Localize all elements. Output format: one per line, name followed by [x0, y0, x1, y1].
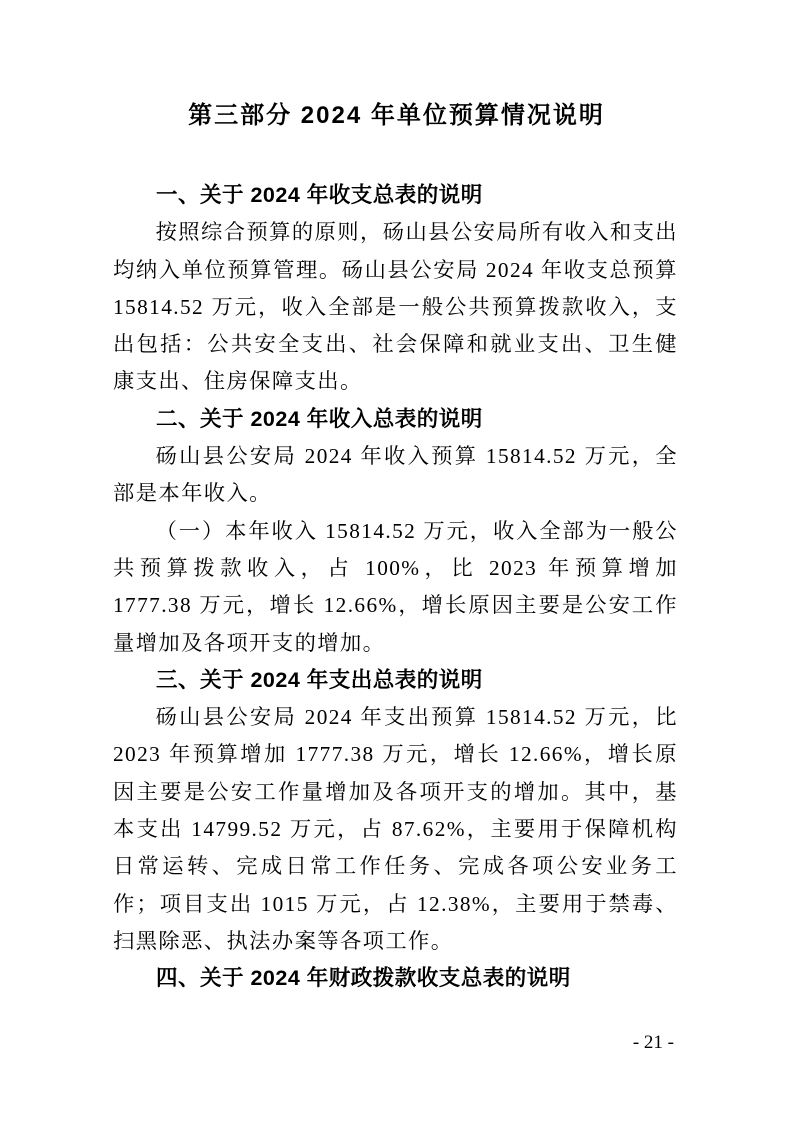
- paragraph: 砀山县公安局 2024 年收入预算 15814.52 万元，全部是本年收入。: [113, 444, 678, 506]
- document-body: [113, 177, 678, 998]
- section-heading-3: 三、关于 2024 年支出总表的说明: [156, 667, 483, 692]
- section-income-expenditure-summary: [113, 177, 678, 401]
- section-expenditure-summary: [113, 662, 678, 960]
- paragraph: 砀山县公安局 2024 年支出预算 15814.52 万元，比 2023 年预算增加 1777.38 万元，增长 12.66%，增长原因主要是公安工作量增加及各项开支的增加。其中，基本支出 14799.52 万元，占 87.62%，主要用于保障机构日常运转、完成日常工作任务、完成各项公安业务工作；项目支出 1015 万元，占 12.38%，主要用于禁毒、扫黑除恶、执法办案等各项工作。: [113, 705, 678, 953]
- document-title: 第三部分 2024 年单位预算情况说明: [188, 102, 605, 129]
- section-heading-4: 四、关于 2024 年财政拨款收支总表的说明: [156, 966, 571, 991]
- paragraph: （一）本年收入 15814.52 万元，收入全部为一般公共预算拨款收入，占 100%，比 2023 年预算增加 1777.38 万元，增长 12.66%，增长原因主要是公安工作量增加及各项开支的增加。: [113, 518, 678, 655]
- section-fiscal-appropriation-summary: [113, 960, 678, 997]
- paragraph: 按照综合预算的原则，砀山县公安局所有收入和支出均纳入单位预算管理。砀山县公安局 2024 年收支总预算 15814.52 万元，收入全部是一般公共预算拨款收入，支出包括：公共安全支出、社会保障和就业支出、卫生健康支出、住房保障支出。: [113, 220, 678, 394]
- section-heading-2: 二、关于 2024 年收入总表的说明: [156, 406, 483, 431]
- section-income-summary: [113, 401, 678, 662]
- section-heading-1: 一、关于 2024 年收支总表的说明: [156, 183, 483, 207]
- page-number: - 21 -: [632, 1032, 674, 1053]
